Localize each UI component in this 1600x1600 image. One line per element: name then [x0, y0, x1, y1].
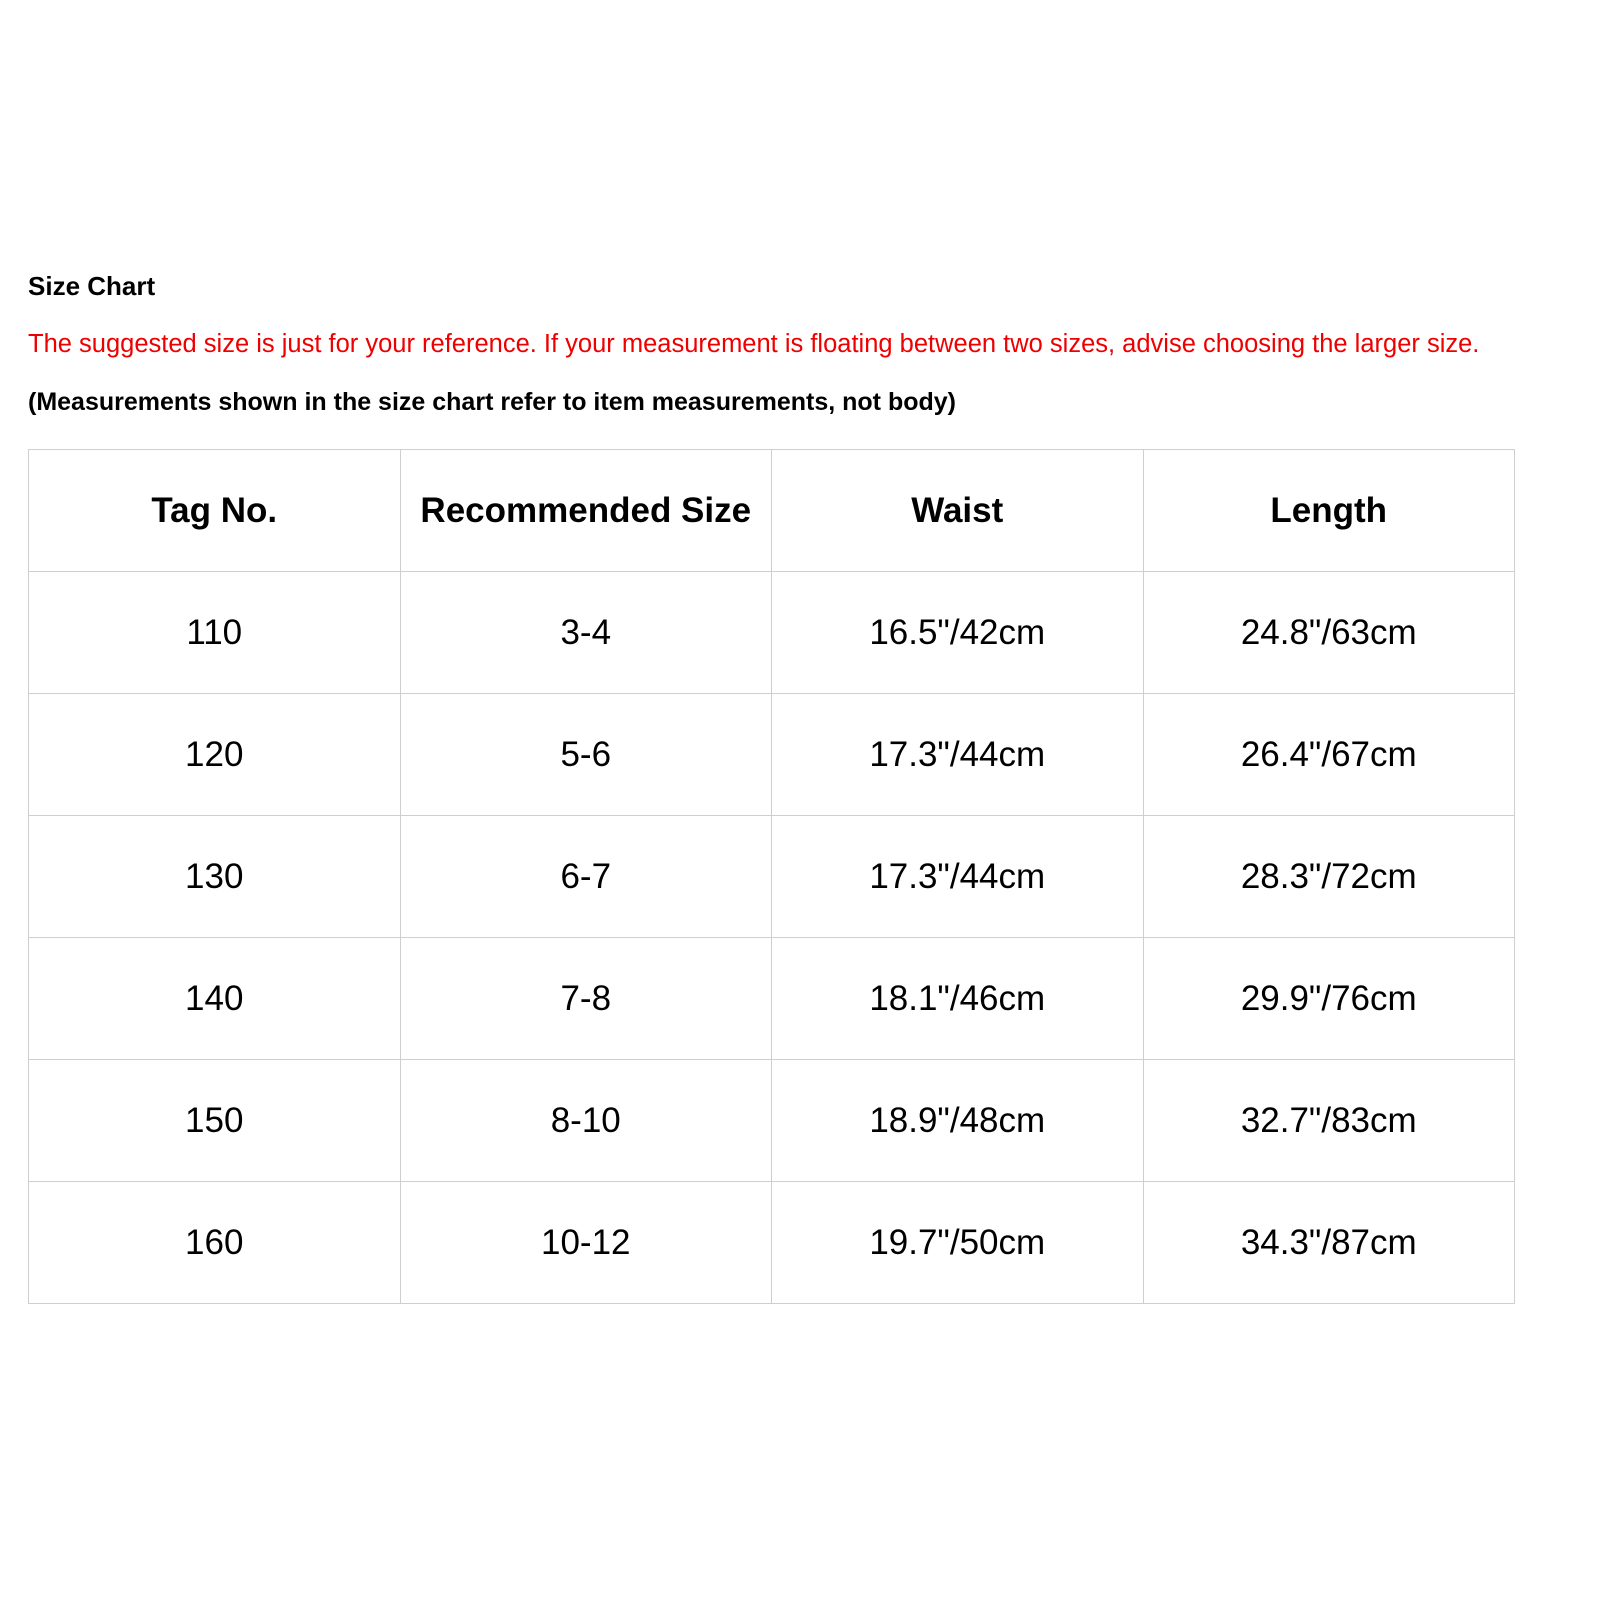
cell-tag-no: 140	[29, 938, 401, 1060]
cell-length: 34.3"/87cm	[1143, 1182, 1515, 1304]
cell-tag-no: 110	[29, 572, 401, 694]
cell-recommended-size: 6-7	[400, 816, 772, 938]
cell-waist: 18.9"/48cm	[772, 1060, 1144, 1182]
table-row	[29, 816, 1515, 938]
page-title: Size Chart	[28, 271, 156, 301]
cell-waist: 17.3"/44cm	[772, 816, 1144, 938]
table-row	[29, 938, 1515, 1060]
table-header-row	[29, 450, 1515, 572]
cell-recommended-size: 5-6	[400, 694, 772, 816]
cell-length: 29.9"/76cm	[1143, 938, 1515, 1060]
measurement-note: (Measurements shown in the size chart refer to item measurements, not body)	[28, 388, 956, 416]
cell-recommended-size: 3-4	[400, 572, 772, 694]
table-row	[29, 1060, 1515, 1182]
cell-length: 28.3"/72cm	[1143, 816, 1515, 938]
cell-length: 24.8"/63cm	[1143, 572, 1515, 694]
size-chart-table	[28, 449, 1515, 1304]
cell-waist: 17.3"/44cm	[772, 694, 1144, 816]
cell-waist: 18.1"/46cm	[772, 938, 1144, 1060]
cell-length: 26.4"/67cm	[1143, 694, 1515, 816]
header-tag-no: Tag No.	[29, 450, 401, 572]
cell-waist: 16.5"/42cm	[772, 572, 1144, 694]
table-row	[29, 572, 1515, 694]
header-length: Length	[1143, 450, 1515, 572]
cell-tag-no: 160	[29, 1182, 401, 1304]
cell-tag-no: 130	[29, 816, 401, 938]
header-recommended-size: Recommended Size	[400, 450, 772, 572]
size-advice-text: The suggested size is just for your reference. If your measurement is floating between two sizes, advise choosing the larger size.	[28, 330, 1480, 358]
table-row	[29, 1182, 1515, 1304]
cell-recommended-size: 8-10	[400, 1060, 772, 1182]
cell-waist: 19.7"/50cm	[772, 1182, 1144, 1304]
table-row	[29, 694, 1515, 816]
cell-recommended-size: 7-8	[400, 938, 772, 1060]
cell-tag-no: 120	[29, 694, 401, 816]
cell-length: 32.7"/83cm	[1143, 1060, 1515, 1182]
header-waist: Waist	[772, 450, 1144, 572]
cell-tag-no: 150	[29, 1060, 401, 1182]
cell-recommended-size: 10-12	[400, 1182, 772, 1304]
